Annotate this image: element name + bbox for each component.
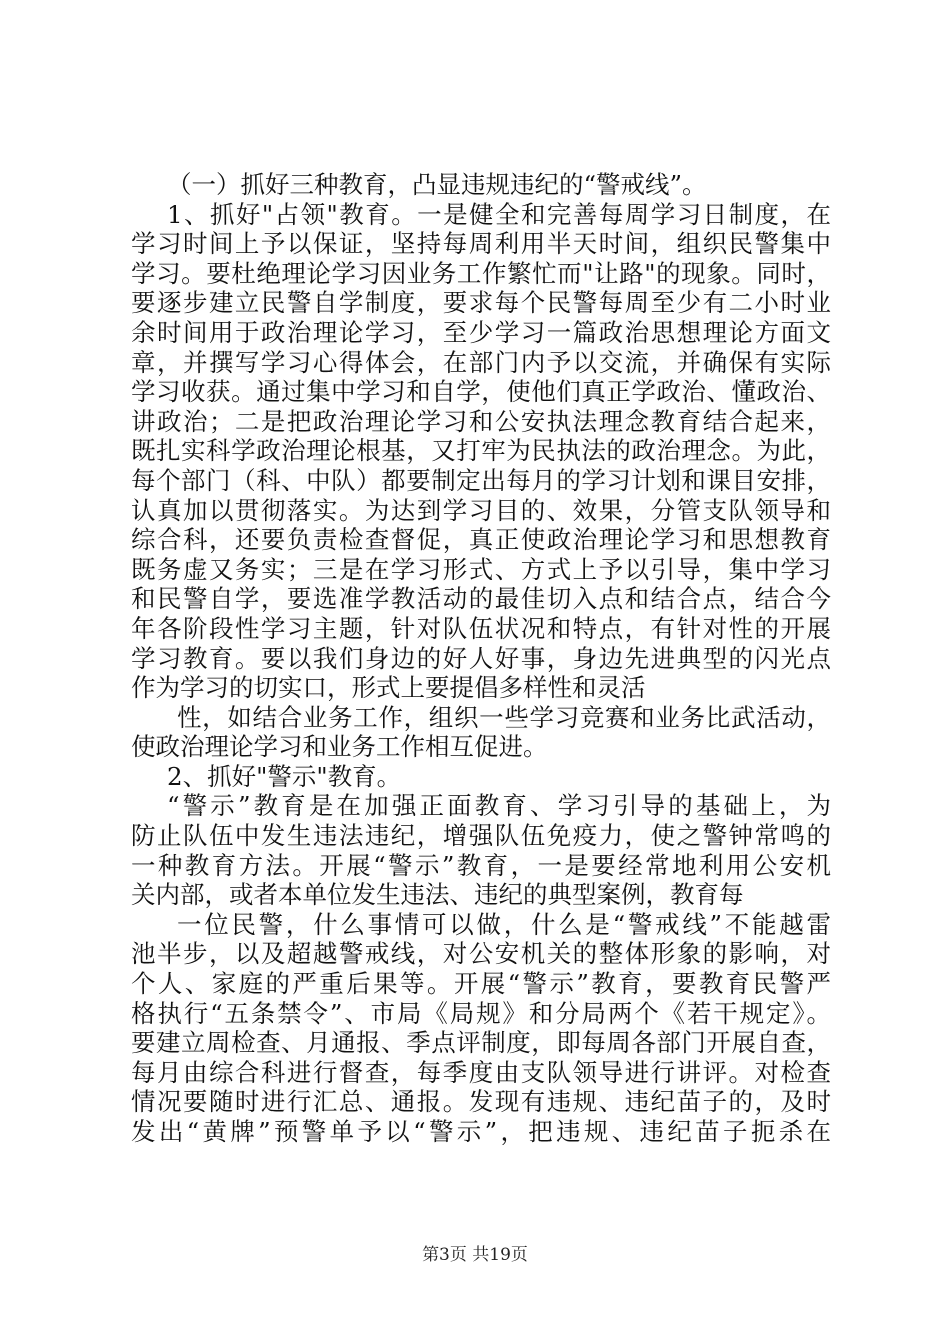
text-line: 要建立周检查、月通报、季点评制度，即每周各部门开展自查，: [131, 1028, 831, 1058]
text-line: 一位民警，什么事情可以做，什么是“警戒线”不能越雷: [177, 909, 831, 939]
text-line: 认真加以贯彻落实。为达到学习目的、效果，分管支队领导和: [131, 495, 831, 525]
text-line: 防止队伍中发生违法违纪，增强队伍免疫力，使之警钟常鸣的: [131, 821, 831, 851]
text-line: 学习收获。通过集中学习和自学，使他们真正学政治、懂政治、: [131, 377, 831, 407]
text-line: 格执行“五条禁令”、市局《局规》和分局两个《若干规定》。: [131, 998, 831, 1028]
text-line: 每月由综合科进行督查，每季度由支队领导进行讲评。对检查: [131, 1057, 831, 1087]
text-line: “警示”教育是在加强正面教育、学习引导的基础上，为: [167, 791, 831, 821]
text-line: 发出“黄牌”预警单予以“警示”，把违规、违纪苗子扼杀在: [131, 1117, 831, 1146]
text-line: 讲政治；二是把政治理论学习和公安执法理念教育结合起来，: [131, 406, 831, 436]
text-line: 和民警自学，要选准学教活动的最佳切入点和结合点，结合今: [131, 584, 831, 614]
text-line: 余时间用于政治理论学习，至少学习一篇政治思想理论方面文: [131, 317, 831, 347]
text-line: 使政治理论学习和业务工作相互促进。: [131, 732, 548, 762]
document-body: [131, 170, 831, 1147]
text-line: （一）抓好三种教育，凸显违规违纪的“警戒线”。: [167, 170, 707, 199]
text-line: 1、抓好"占领"教育。一是健全和完善每周学习日制度，在: [167, 199, 831, 229]
text-line: 综合科，还要负责检查督促，真正使政治理论学习和思想教育: [131, 525, 831, 555]
page-footer: 第3页 共19页: [422, 1245, 528, 1265]
text-line: 既扎实科学政治理论根基，又打牢为民执法的政治理念。为此，: [131, 436, 831, 466]
text-line: 既务虚又务实；三是在学习形式、方式上予以引导，集中学习: [131, 554, 831, 584]
text-line: 关内部，或者本单位发生违法、违纪的典型案例，教育每: [131, 880, 744, 910]
text-line: 要逐步建立民警自学制度，要求每个民警每周至少有二小时业: [131, 288, 831, 318]
text-line: 年各阶段性学习主题，针对队伍状况和特点，有针对性的开展: [131, 613, 831, 643]
text-line: 学习时间上予以保证，坚持每周利用半天时间，组织民警集中: [131, 229, 831, 259]
text-line: 个人、家庭的严重后果等。开展“警示”教育，要教育民警严: [131, 969, 831, 999]
text-line: 池半步，以及超越警戒线，对公安机关的整体形象的影响，对: [131, 939, 831, 969]
text-line: 章，并撰写学习心得体会，在部门内予以交流，并确保有实际: [131, 347, 831, 377]
text-line: 学习。要杜绝理论学习因业务工作繁忙而"让路"的现象。同时，: [131, 258, 831, 288]
text-line: 学习教育。要以我们身边的好人好事，身边先进典型的闪光点: [131, 643, 831, 673]
text-line: 情况要随时进行汇总、通报。发现有违规、违纪苗子的，及时: [131, 1087, 831, 1117]
text-line: 作为学习的切实口，形式上要提倡多样性和灵活: [131, 673, 646, 703]
text-line: 性，如结合业务工作，组织一些学习竞赛和业务比武活动，: [177, 702, 831, 732]
text-line: 一种教育方法。开展“警示”教育，一是要经常地利用公安机: [131, 850, 831, 880]
text-line: 每个部门（科、中队）都要制定出每月的学习计划和课目安排，: [131, 465, 831, 495]
text-line: 2、抓好"警示"教育。: [167, 761, 402, 791]
